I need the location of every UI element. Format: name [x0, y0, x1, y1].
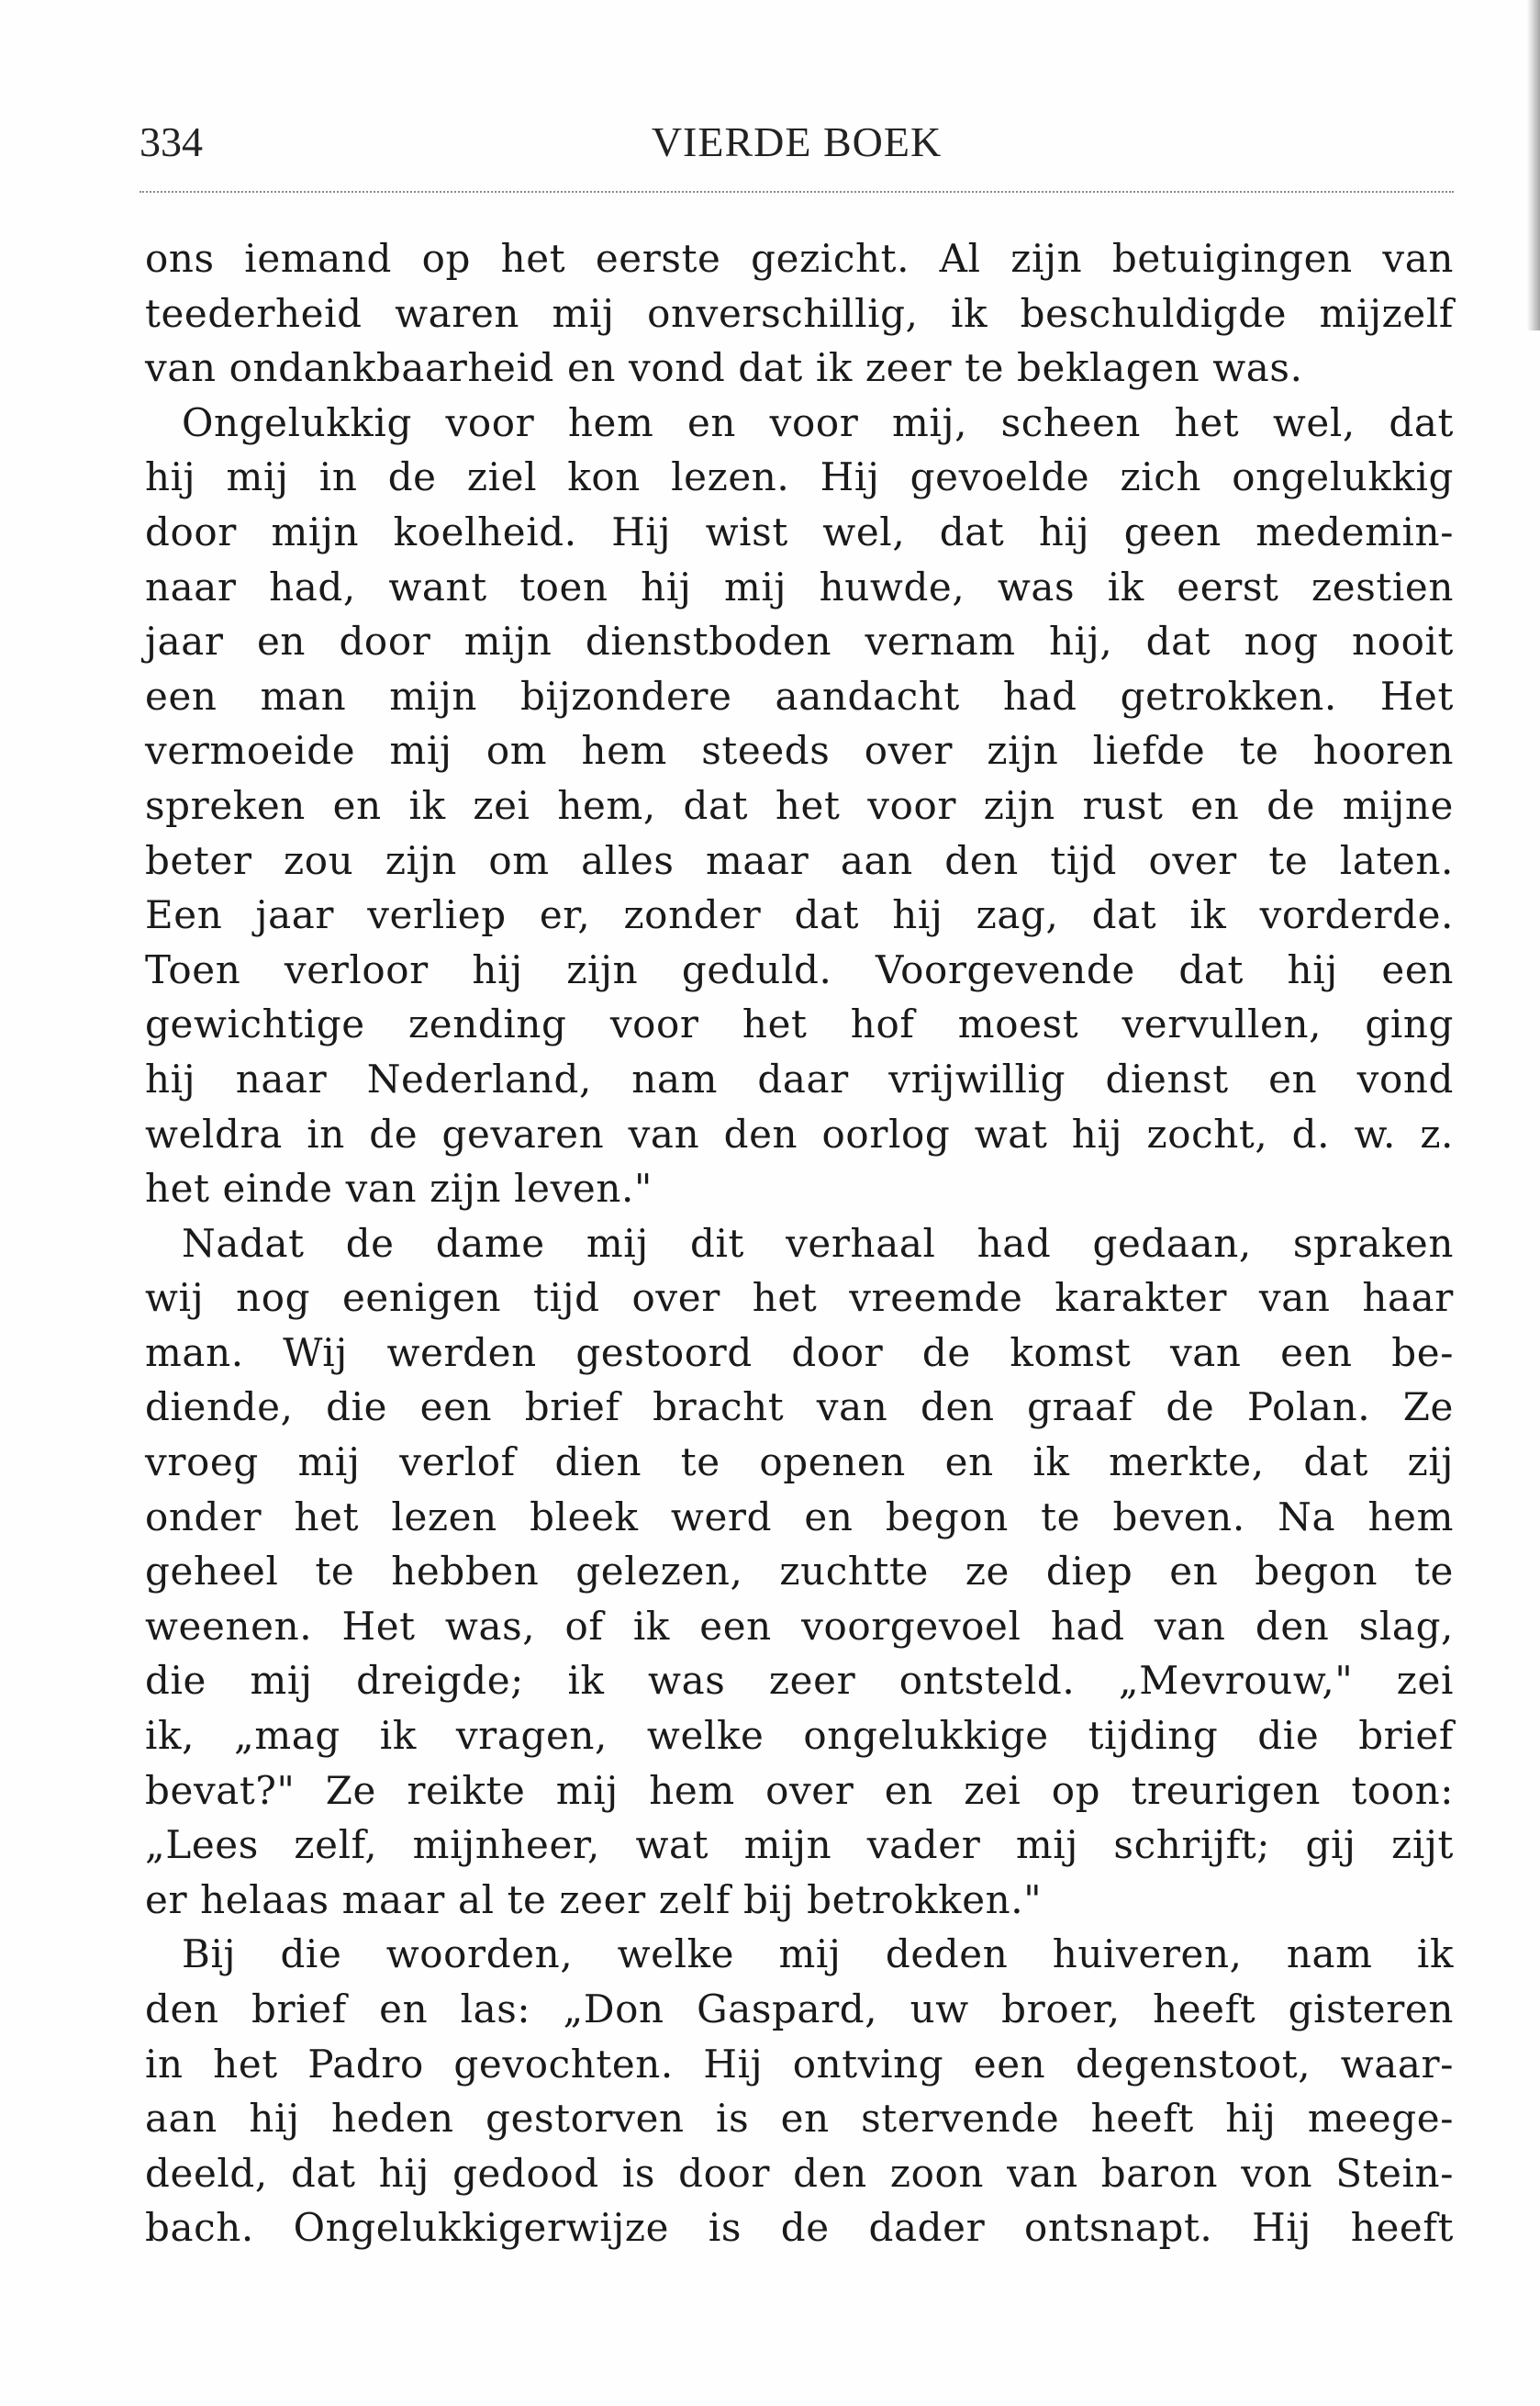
text-line: door mijn koelheid. Hij wist wel, dat hij geen medemin-: [145, 509, 1454, 554]
text-line: naar had, want toen hij mij huwde, was ik eerst zestien: [145, 564, 1454, 610]
text-line: een man mijn bijzondere aandacht had getrokken. Het: [145, 673, 1454, 719]
text-line: diende, die een brief bracht van den graaf de Polan. Ze: [145, 1384, 1454, 1430]
text-line: ik, „mag ik vragen, welke ongelukkige tijding die brief: [145, 1713, 1454, 1759]
text-line: in het Padro gevochten. Hij ontving een degenstoot, waar-: [145, 2041, 1454, 2087]
text-line: teederheid waren mij onverschillig, ik beschuldigde mijzelf: [145, 290, 1454, 336]
text-line: Een jaar verliep er, zonder dat hij zag, dat ik vorderde.: [145, 892, 1454, 938]
text-line: jaar en door mijn dienstboden vernam hij, dat nog nooit: [145, 619, 1454, 665]
text-line: spreken en ik zei hem, dat het voor zijn rust en de mijne: [145, 782, 1454, 828]
text-line: „Lees zelf, mijnheer, wat mijn vader mij schrijft; gij zijt: [145, 1822, 1454, 1868]
text-line: man. Wij werden gestoord door de komst van een be-: [145, 1329, 1454, 1375]
text-line: beter zou zijn om alles maar aan den tijd over te laten.: [145, 837, 1454, 883]
text-line: gewichtige zending voor het hof moest vervullen, ging: [145, 1002, 1454, 1047]
text-line: geheel te hebben gelezen, zuchtte ze diep en begon te: [145, 1549, 1454, 1595]
text-line: vermoeide mij om hem steeds over zijn liefde te hooren: [145, 728, 1454, 774]
text-line: deeld, dat hij gedood is door den zoon van baron von Stein-: [145, 2150, 1454, 2196]
text-line: aan hij heden gestorven is en stervende heeft hij meege-: [145, 2096, 1454, 2142]
paragraph-first-line: Nadat de dame mij dit verhaal had gedaan, spraken: [182, 1220, 1454, 1266]
text-line: er helaas maar al te zeer zelf bij betrokken.": [145, 1876, 1043, 1922]
page-number: 334: [139, 118, 203, 165]
text-line: bach. Ongelukkigerwijze is de dader ontsnapt. Hij heeft: [145, 2205, 1454, 2251]
text-line: van ondankbaarheid en vond dat ik zeer te beklagen was.: [145, 345, 1303, 391]
page-header: [139, 110, 1454, 174]
text-line: hij mij in de ziel kon lezen. Hij gevoelde zich ongelukkig: [145, 454, 1454, 500]
text-line: onder het lezen bleek werd en begon te beven. Na hem: [145, 1494, 1454, 1539]
text-line: bevat?" Ze reikte mij hem over en zei op treurigen toon:: [145, 1767, 1454, 1813]
text-line: Toen verloor hij zijn geduld. Voorgevende dat hij een: [145, 946, 1454, 992]
text-line: wij nog eenigen tijd over het vreemde karakter van haar: [145, 1275, 1454, 1321]
text-line: het einde van zijn leven.": [145, 1166, 653, 1212]
running-title: VIERDE BOEK: [651, 118, 943, 165]
text-line: weldra in de gevaren van den oorlog wat hij zocht, d. w. z.: [145, 1111, 1454, 1157]
page-edge-shadow: [1527, 0, 1540, 330]
text-line: vroeg mij verlof dien te openen en ik merkte, dat zij: [145, 1439, 1454, 1485]
text-line: weenen. Het was, of ik een voorgevoel had van den slag,: [145, 1603, 1454, 1649]
body-text: [145, 231, 1454, 2255]
text-line: hij naar Nederland, nam daar vrijwillig dienst en vond: [145, 1056, 1454, 1102]
paragraph-first-line: Ongelukkig voor hem en voor mij, scheen het wel, dat: [182, 399, 1454, 445]
text-line: den brief en las: „Don Gaspard, uw broer, heeft gisteren: [145, 1986, 1454, 2031]
text-line: die mij dreigde; ik was zeer ontsteld. „Mevrouw," zei: [145, 1658, 1454, 1704]
header-rule: [139, 191, 1454, 193]
text-line: ons iemand op het eerste gezicht. Al zijn betuigingen van: [145, 236, 1454, 281]
paragraph-first-line: Bij die woorden, welke mij deden huiveren, nam ik: [182, 1931, 1454, 1977]
